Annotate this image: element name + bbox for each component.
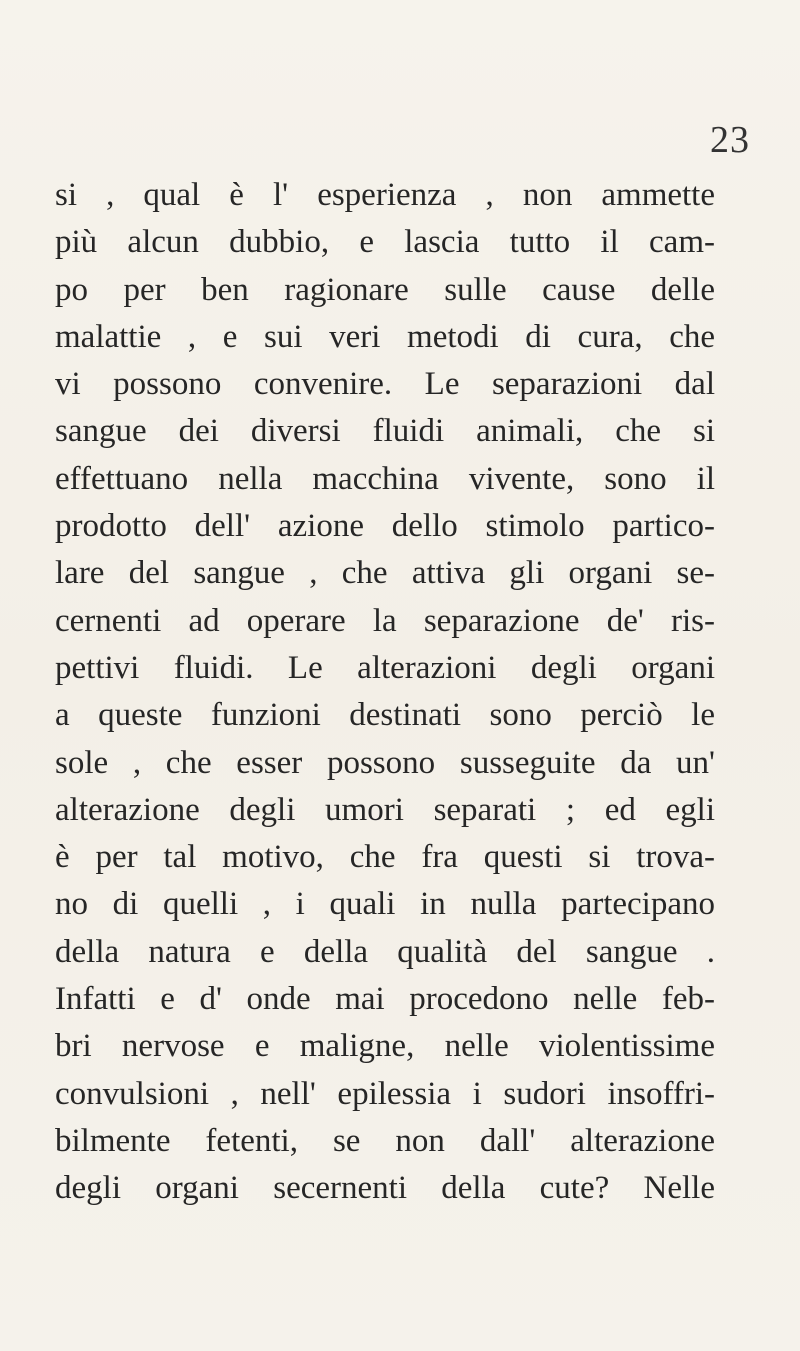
text-line: prodotto dell' azione dello stimolo partico- bbox=[55, 508, 715, 545]
text-line: convulsioni , nell' epilessia i sudori insoffri- bbox=[55, 1075, 715, 1112]
text-line: degli organi secernenti della cute? Nelle bbox=[55, 1170, 715, 1207]
text-line: bri nervose e maligne, nelle violentissime bbox=[55, 1028, 715, 1065]
text-line: no di quelli , i quali in nulla partecipano bbox=[55, 886, 715, 923]
text-line: della natura e della qualità del sangue . bbox=[55, 933, 715, 970]
text-line: pettivi fluidi. Le alterazioni degli organi bbox=[55, 649, 715, 686]
text-line: malattie , e sui veri metodi di cura, che bbox=[55, 318, 715, 355]
text-line: Infatti e d' onde mai procedono nelle feb- bbox=[55, 981, 715, 1018]
text-line: po per ben ragionare sulle cause delle bbox=[55, 271, 715, 308]
text-line: lare del sangue , che attiva gli organi se- bbox=[55, 555, 715, 592]
text-line: vi possono convenire. Le separazioni dal bbox=[55, 366, 715, 403]
text-line: sangue dei diversi fluidi animali, che si bbox=[55, 413, 715, 450]
text-line: è per tal motivo, che fra questi si trova- bbox=[55, 839, 715, 876]
text-line: più alcun dubbio, e lascia tutto il cam- bbox=[55, 224, 715, 261]
text-line: alterazione degli umori separati ; ed egli bbox=[55, 791, 715, 828]
page-number: 23 bbox=[710, 119, 750, 161]
text-line: si , qual è l' esperienza , non ammette bbox=[55, 177, 715, 213]
text-line: sole , che esser possono susseguite da un' bbox=[55, 744, 715, 781]
text-line: cernenti ad operare la separazione de' ris- bbox=[55, 602, 715, 639]
text-line: bilmente fetenti, se non dall' alterazione bbox=[55, 1122, 715, 1159]
text-line: effettuano nella macchina vivente, sono il bbox=[55, 460, 715, 497]
text-line: a queste funzioni destinati sono perciò le bbox=[55, 697, 715, 734]
body-text bbox=[55, 172, 715, 1213]
